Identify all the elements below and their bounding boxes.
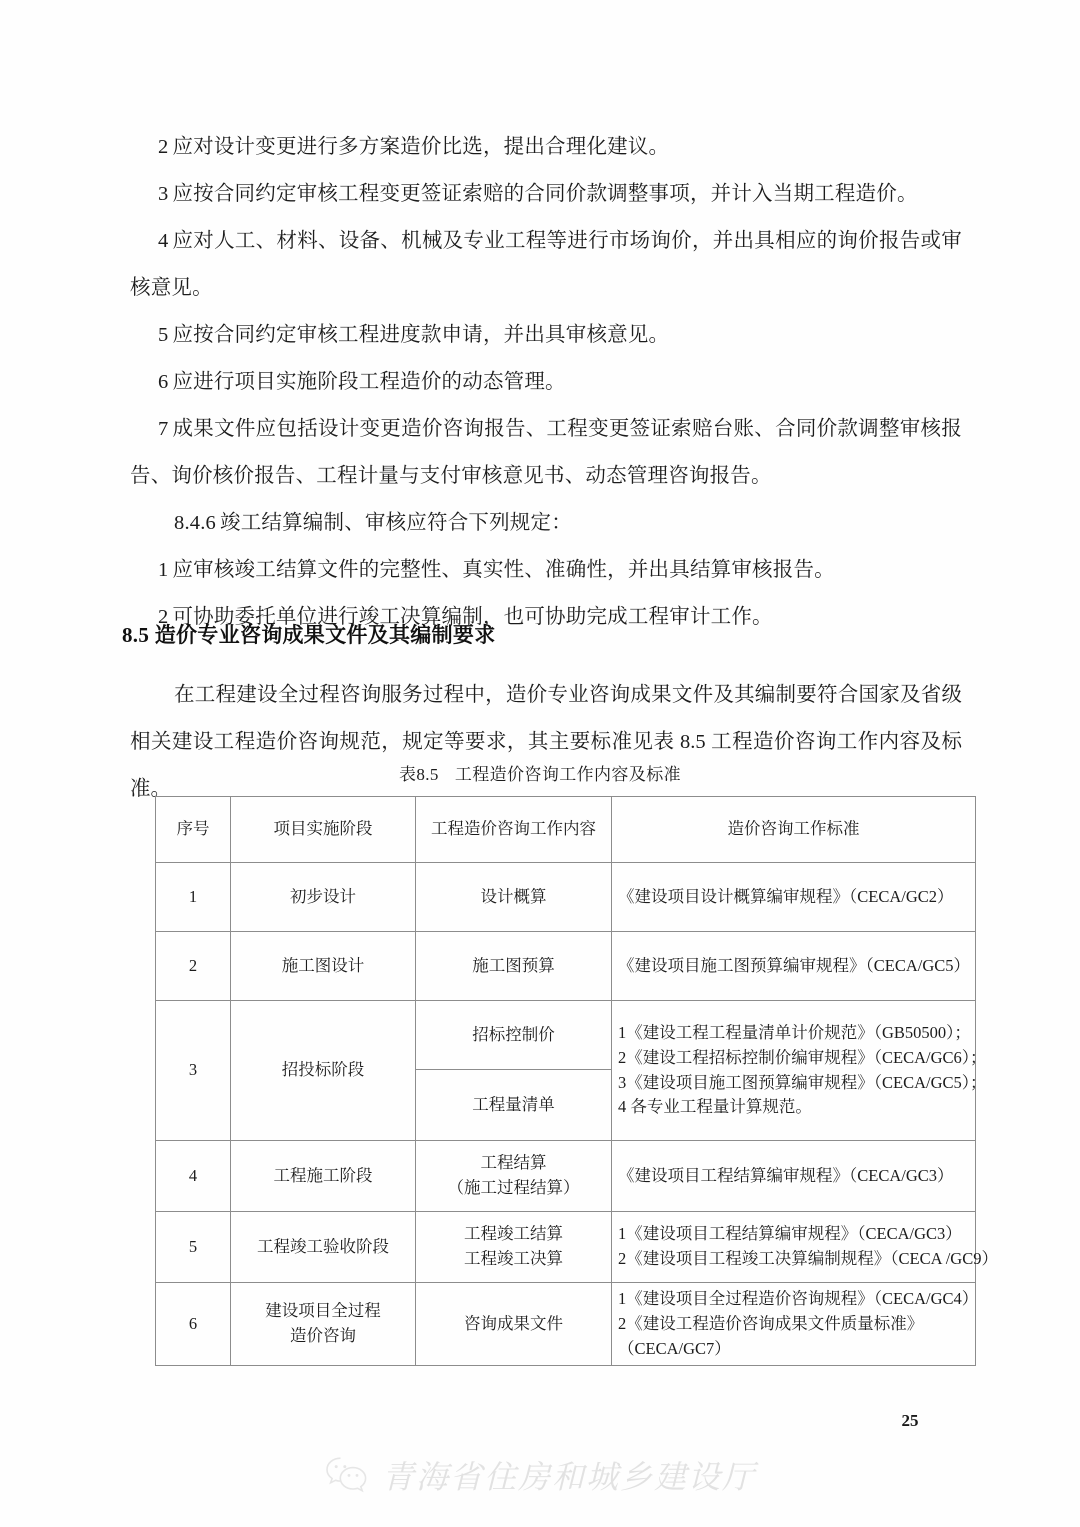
cell-content bbox=[416, 1212, 612, 1283]
cell-no: 3 bbox=[156, 1001, 231, 1141]
paragraph-number: 5 bbox=[158, 324, 169, 346]
body-text-block bbox=[130, 124, 962, 641]
table-8-5-wrapper bbox=[155, 796, 998, 1366]
standard-line: 1《建设项目全过程造价咨询规程》（CECA/GC4） bbox=[618, 1289, 979, 1308]
table-row bbox=[156, 1212, 976, 1283]
table-header-cell-content: 工程造价咨询工作内容 bbox=[416, 797, 612, 863]
paragraph-item-6 bbox=[130, 359, 962, 406]
cell-stage: 施工图设计 bbox=[231, 932, 416, 1001]
paragraph-number: 8.4.6 bbox=[174, 512, 216, 534]
table-row bbox=[156, 1283, 976, 1366]
watermark-text: 青海省住房和城乡建设厅 bbox=[381, 1458, 756, 1496]
paragraph-text: 应按合同约定审核工程变更签证索赔的合同价款调整事项，并计入当期工程造价。 bbox=[172, 183, 918, 205]
stage-line: 建设项目全过程 bbox=[265, 1301, 381, 1321]
cell-stage: 初步设计 bbox=[231, 863, 416, 932]
content-line: （施工过程结算） bbox=[447, 1178, 580, 1197]
paragraph-item-2 bbox=[130, 124, 962, 171]
cell-no: 6 bbox=[156, 1283, 231, 1366]
cell-stage: 工程施工阶段 bbox=[231, 1141, 416, 1212]
section-intro-text: 在工程建设全过程咨询服务过程中，造价专业咨询成果文件及其编制要符合国家及省级相关建设工程造价咨询规范，规定等要求，其主要标准见表 8.5 工程造价咨询工作内容及标准。 bbox=[130, 684, 962, 800]
table-header-cell-standard: 造价咨询工作标准 bbox=[612, 797, 976, 863]
cell-content: 招标控制价 bbox=[416, 1001, 612, 1070]
table-caption-label: 表8.5 bbox=[398, 765, 439, 784]
standard-line: 2《建设项目工程竣工决算编制规程》（CECA /GC9） bbox=[618, 1249, 998, 1268]
cell-no: 4 bbox=[156, 1141, 231, 1212]
table-caption-title: 工程造价咨询工作内容及标准 bbox=[454, 765, 682, 784]
paragraph-text: 应对设计变更进行多方案造价比选，提出合理化建议。 bbox=[172, 136, 670, 158]
paragraph-text: 应按合同约定审核工程进度款申请，并出具审核意见。 bbox=[172, 324, 670, 346]
paragraph-text: 应审核竣工结算文件的完整性、真实性、准确性，并出具结算审核报告。 bbox=[172, 559, 835, 581]
standard-line: 《建设项目施工图预算编审规程》（CECA/GC5） bbox=[618, 955, 971, 975]
paragraph-text: 竣工结算编制、审核应符合下列规定： bbox=[220, 512, 572, 534]
cell-standard bbox=[612, 1283, 979, 1366]
stage-line: 造价咨询 bbox=[290, 1326, 356, 1346]
paragraph-text: 应进行项目实施阶段工程造价的动态管理。 bbox=[172, 371, 566, 393]
standard-line: 2《建设工程造价咨询成果文件质量标准》（CECA/GC7） bbox=[618, 1313, 924, 1358]
standard-line: 3《建设项目施工图预算编审规程》（CECA/GC5）； bbox=[618, 1072, 987, 1092]
cell-content: 工程量清单 bbox=[416, 1070, 612, 1141]
cell-standard bbox=[612, 1001, 987, 1141]
paragraph-number: 1 bbox=[158, 559, 169, 581]
table-caption bbox=[0, 760, 1080, 785]
table-row bbox=[156, 1141, 976, 1212]
cell-standard bbox=[612, 1141, 976, 1212]
content-line: 工程竣工决算 bbox=[464, 1249, 563, 1268]
cell-standard bbox=[612, 932, 976, 1001]
paragraph-item-4 bbox=[130, 218, 962, 312]
table-header-cell-no: 序号 bbox=[156, 797, 231, 863]
standard-line: 1《建设项目工程结算编审规程》（CECA/GC3） bbox=[618, 1224, 962, 1244]
paragraph-number: 4 bbox=[158, 230, 169, 252]
paragraph-item-sub-1 bbox=[130, 547, 962, 594]
content-line: 工程竣工结算 bbox=[464, 1224, 563, 1244]
standard-line: 4 各专业工程量计算规范。 bbox=[618, 1097, 812, 1117]
cell-stage bbox=[231, 1283, 416, 1366]
table-row bbox=[156, 1001, 976, 1070]
paragraph-number: 6 bbox=[158, 371, 169, 393]
paragraph-text: 可协助委托单位进行竣工决算编制，也可协助完成工程审计工作。 bbox=[172, 606, 773, 628]
paragraph-number: 2 bbox=[158, 136, 169, 158]
cell-stage: 工程竣工验收阶段 bbox=[231, 1212, 416, 1283]
standard-line: 《建设项目设计概算编审规程》（CECA/GC2） bbox=[618, 886, 954, 906]
paragraph-item-8-4-6 bbox=[130, 500, 962, 547]
cell-no: 1 bbox=[156, 863, 231, 932]
cell-content: 设计概算 bbox=[416, 863, 612, 932]
table-header-row bbox=[156, 797, 976, 863]
footer-watermark bbox=[0, 1452, 1080, 1498]
paragraph-item-3 bbox=[130, 171, 962, 218]
content-line: 工程结算 bbox=[480, 1153, 547, 1173]
page-number: 25 bbox=[901, 1411, 919, 1430]
cell-stage: 招投标阶段 bbox=[231, 1001, 416, 1141]
standard-line: 《建设项目工程结算编审规程》（CECA/GC3） bbox=[618, 1165, 954, 1185]
paragraph-number: 3 bbox=[158, 183, 169, 205]
section-heading-8-5: 8.5 造价专业咨询成果文件及其编制要求 bbox=[122, 623, 496, 647]
paragraph-item-5 bbox=[130, 312, 962, 359]
cell-content bbox=[416, 1141, 612, 1212]
standard-line: 1《建设工程工程量清单计价规范》（GB50500）； bbox=[618, 1023, 971, 1042]
paragraph-item-7 bbox=[130, 406, 962, 500]
table-header-cell-stage: 项目实施阶段 bbox=[231, 797, 416, 863]
table-row bbox=[156, 863, 976, 932]
standard-line: 2《建设工程招标控制价编审规程》（CECA/GC6）； bbox=[618, 1047, 987, 1067]
cell-no: 2 bbox=[156, 932, 231, 1001]
section-intro-paragraph bbox=[130, 672, 962, 813]
cell-standard bbox=[612, 1212, 998, 1283]
table-row bbox=[156, 932, 976, 1001]
cell-content: 施工图预算 bbox=[416, 932, 612, 1001]
paragraph-number: 7 bbox=[158, 418, 169, 440]
cell-no: 5 bbox=[156, 1212, 231, 1283]
table-8-5 bbox=[155, 796, 998, 1366]
paragraph-text: 应对人工、材料、设备、机械及专业工程等进行市场询价，并出具相应的询价报告或审核意见。 bbox=[130, 230, 962, 299]
wechat-logo-icon bbox=[324, 1455, 370, 1495]
cell-content: 咨询成果文件 bbox=[416, 1283, 612, 1366]
paragraph-text: 成果文件应包括设计变更造价咨询报告、工程变更签证索赔台账、合同价款调整审核报告、询价核价报告、工程计量与支付审核意见书、动态管理咨询报告。 bbox=[130, 418, 962, 487]
cell-standard bbox=[612, 863, 976, 932]
paragraph-number: 2 bbox=[158, 606, 169, 628]
